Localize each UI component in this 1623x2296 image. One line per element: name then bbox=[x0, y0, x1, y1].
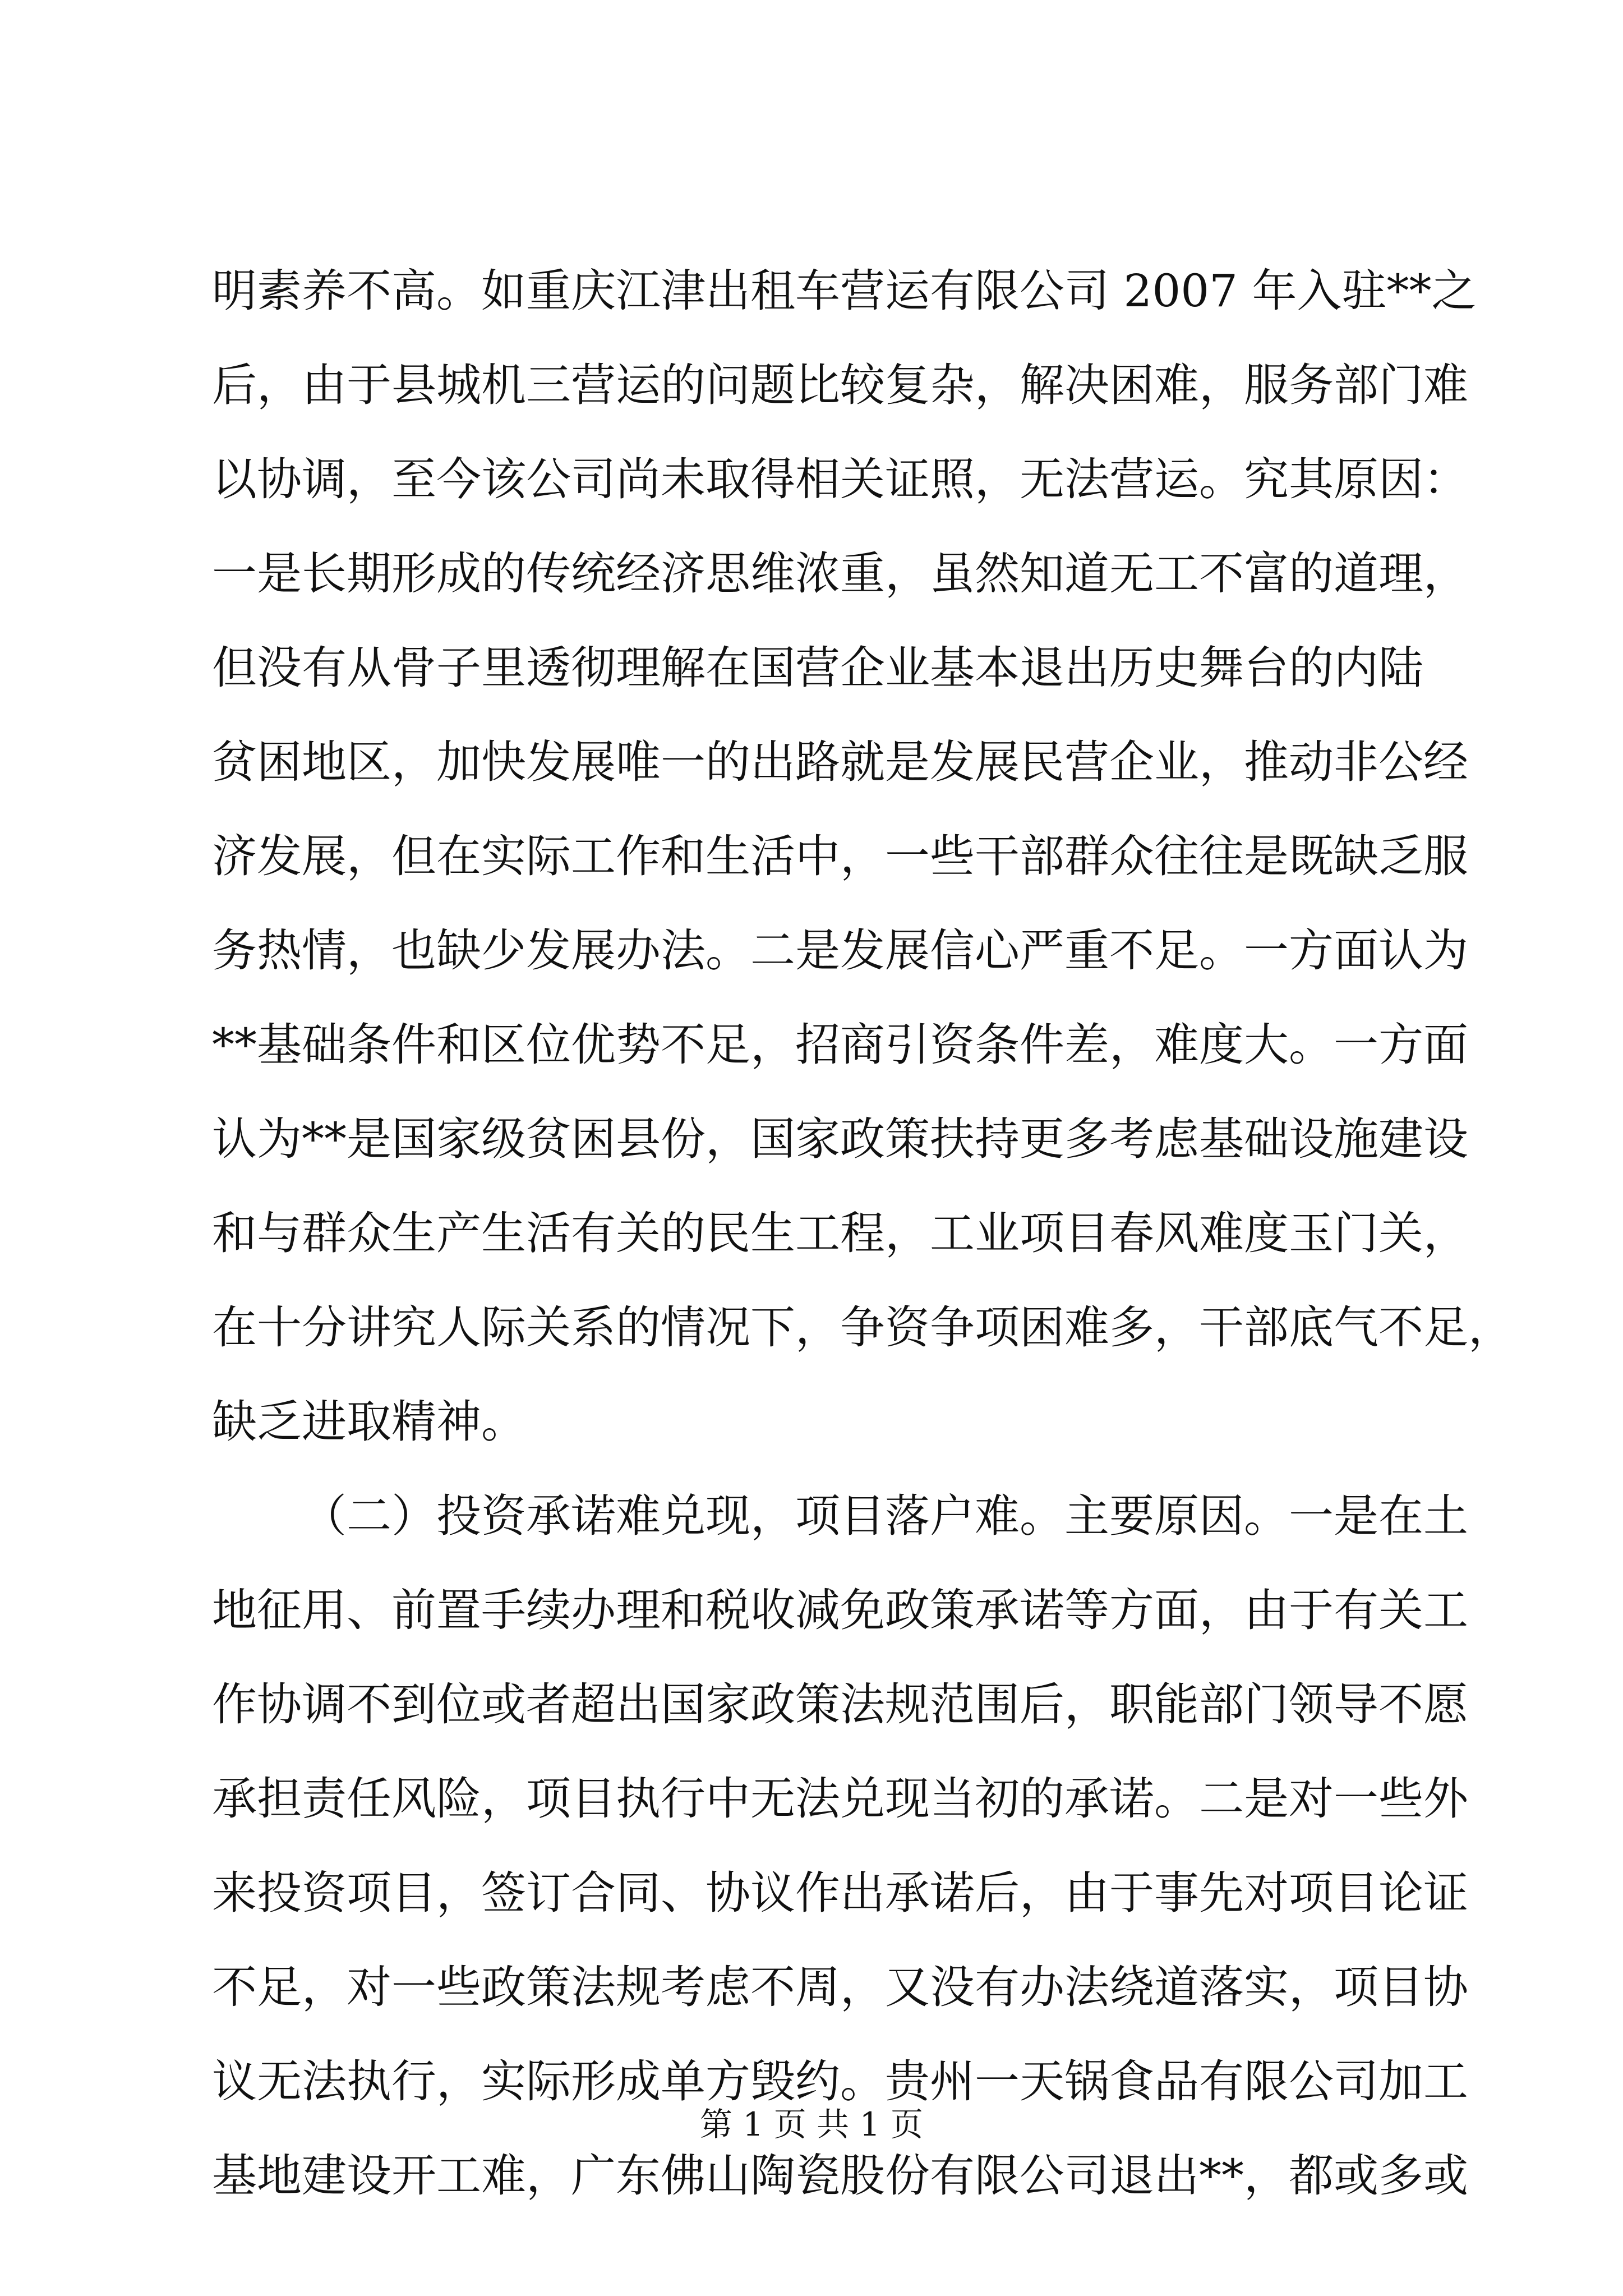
text-line: 明素养不高。如重庆江津出租车营运有限公司 2007 年入驻**之 bbox=[212, 265, 1477, 317]
text-line: 不足，对一些政策法规考虑不周，又没有办法绕道落实，项目协 bbox=[212, 1961, 1468, 2013]
body-text bbox=[212, 244, 1513, 2223]
paragraph-1 bbox=[212, 244, 1513, 1469]
text-line: （二）投资承诺难兑现，项目落户难。主要原因。一是在土 bbox=[302, 1490, 1468, 1542]
text-line: 贫困地区，加快发展唯一的出路就是发展民营企业，推动非公经 bbox=[212, 736, 1468, 788]
text-line: 和与群众生产生活有关的民生工程，工业项目春风难度玉门关， bbox=[212, 1207, 1468, 1259]
text-line: 议无法执行，实际形成单方毁约。贵州一天锅食品有限公司加工 bbox=[212, 2055, 1468, 2108]
text-line: 地征用、前置手续办理和税收减免政策承诺等方面，由于有关工 bbox=[212, 1584, 1468, 1636]
text-line: 但没有从骨子里透彻理解在国营企业基本退出历史舞台的内陆 bbox=[212, 642, 1423, 694]
text-line: 以协调，至今该公司尚未取得相关证照，无法营运。究其原因： bbox=[212, 453, 1468, 505]
text-line: 承担责任风险，项目执行中无法兑现当初的承诺。二是对一些外 bbox=[212, 1773, 1468, 1825]
text-line: 后，由于县城机三营运的问题比较复杂，解决困难，服务部门难 bbox=[212, 359, 1468, 411]
page-footer bbox=[0, 2105, 1623, 2144]
text-line: 在十分讲究人际关系的情况下，争资争项困难多，干部底气不足， bbox=[212, 1301, 1513, 1354]
text-line: 济发展，但在实际工作和生活中，一些干部群众往往是既缺乏服 bbox=[212, 830, 1468, 882]
text-line: 缺乏进取精神。 bbox=[212, 1396, 526, 1448]
text-line: 务热情，也缺少发展办法。二是发展信心严重不足。一方面认为 bbox=[212, 924, 1468, 977]
page-number-label: 第 1 页 共 1 页 bbox=[700, 2105, 923, 2143]
text-line: 作协调不到位或者超出国家政策法规范围后，职能部门领导不愿 bbox=[212, 1678, 1468, 1731]
text-line: **基础条件和区位优势不足，招商引资条件差，难度大。一方面 bbox=[212, 1019, 1468, 1071]
text-line: 基地建设开工难，广东佛山陶瓷股份有限公司退出**，都或多或 bbox=[212, 2150, 1468, 2202]
text-line: 一是长期形成的传统经济思维浓重，虽然知道无工不富的道理， bbox=[212, 547, 1468, 600]
text-line: 认为**是国家级贫困县份，国家政策扶持更多考虑基础设施建设 bbox=[212, 1113, 1468, 1165]
text-line: 来投资项目，签订合同、协议作出承诺后，由于事先对项目论证 bbox=[212, 1867, 1468, 1919]
